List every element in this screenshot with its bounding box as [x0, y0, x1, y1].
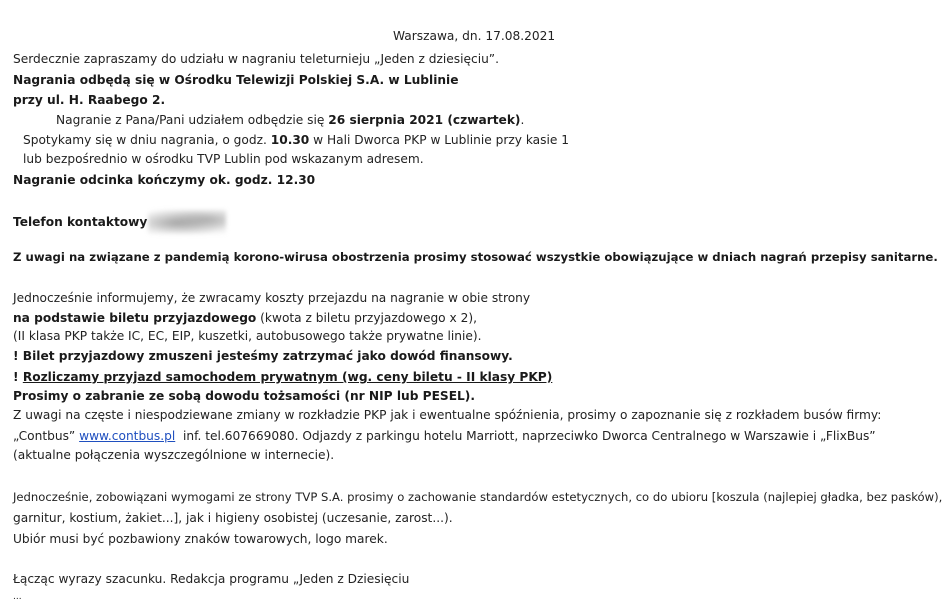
contbus-name: „Contbus”: [13, 429, 80, 443]
costs-basis: na podstawie biletu przyjazdowego: [13, 311, 257, 325]
costs-line-2: [13, 310, 477, 326]
car-note: [13, 369, 552, 385]
meeting-time: 10.30: [270, 133, 310, 147]
closing-line: Łącząc wyrazy szacunku. Redakcja programu „Jeden z Dziesięciu: [13, 572, 410, 586]
redacted-phone: [148, 210, 226, 234]
end-time-text: Nagranie odcinka kończymy ok. godz. 12.30: [13, 173, 316, 187]
contbus-link[interactable]: www.contbus.pl: [79, 429, 176, 443]
costs-amount: (kwota z biletu przyjazdowego x 2),: [256, 311, 477, 325]
recording-date: 26 sierpnia 2021 (czwartek): [328, 113, 521, 127]
meeting-line-1: [23, 132, 569, 148]
meeting-prefix: Spotykamy się w dniu nagrania, o godz.: [23, 133, 271, 147]
recording-prefix: Nagranie z Pana/Pani udziałem odbędzie się: [56, 113, 329, 127]
car-note-text: Rozliczamy przyjazd samochodem prywatnym (wg. ceny biletu - II klasy PKP): [22, 370, 553, 384]
dress-line-2: garnitur, kostium, żakiet...], jak i higieny osobistej (uczesanie, zarost...).: [13, 511, 453, 525]
car-note-bang: !: [13, 370, 23, 384]
location-line-1-text: Nagrania odbędą się w Ośrodku Telewizji Polskiej S.A. w Lublinie: [13, 73, 459, 87]
bus-line-2-rest: inf. tel.607669080. Odjazdy z parkingu hotelu Marriott, naprzeciwko Dworca Centralnego w Warszawie i „FlixBus”: [175, 429, 876, 443]
meeting-suffix: w Hali Dworca PKP w Lublinie przy kasie 1: [309, 133, 569, 147]
location-line-2: [13, 92, 165, 108]
bus-line-2: [13, 428, 876, 444]
covid-text: Z uwagi na związane z pandemią korono-wirusa obostrzenia prosimy stosować wszystkie obowiązujące w dniach nagrań przepisy sanitarne.: [13, 250, 938, 264]
phone-label: Telefon kontaktowy: [13, 215, 148, 229]
ellipsis: ...: [13, 592, 22, 602]
id-note: [13, 388, 475, 404]
date-line: Warszawa, dn. 17.08.2021: [393, 29, 556, 43]
invite-text: Serdecznie zapraszamy do udziału w nagraniu teleturnieju „Jeden z dziesięciu”.: [13, 52, 499, 66]
dress-line-1: Jednocześnie, zobowiązani wymogami ze strony TVP S.A. prosimy o zachowanie standardów estetycznych, co do ubioru [koszula (najlepiej gładka, bez pasków),: [13, 490, 943, 504]
bus-line-1: Z uwagi na częste i niespodziewane zmiany w rozkładzie PKP jak i ewentualne spóźnienia, prosimy o zapoznanie się z rozkładem busów firmy:: [13, 408, 882, 422]
costs-line-3: (II klasa PKP także IC, EC, EIP, kuszetki, autobusowego także prywatne linie).: [13, 329, 482, 343]
costs-line-1: Jednocześnie informujemy, że zwracamy koszty przejazdu na nagranie w obie strony: [13, 291, 531, 305]
ticket-note: [13, 348, 513, 364]
ticket-note-text: ! Bilet przyjazdowy zmuszeni jesteśmy zatrzymać jako dowód finansowy.: [13, 349, 513, 363]
recording-date-line: [56, 112, 524, 128]
dress-line-3: Ubiór musi być pozbawiony znaków towarowych, logo marek.: [13, 532, 388, 546]
end-time-line: [13, 172, 315, 188]
location-line-1: [13, 72, 459, 88]
bus-line-3: (aktualne połączenia wyszczególnione w internecie).: [13, 448, 335, 462]
meeting-line-2: lub bezpośrednio w ośrodku TVP Lublin pod wskazanym adresem.: [23, 152, 424, 166]
covid-notice: [13, 249, 938, 265]
location-line-2-text: przy ul. H. Raabego 2.: [13, 93, 166, 107]
recording-suffix: .: [520, 113, 525, 127]
phone-line: [13, 210, 226, 234]
id-note-text: Prosimy o zabranie ze sobą dowodu tożsamości (nr NIP lub PESEL).: [13, 389, 475, 403]
